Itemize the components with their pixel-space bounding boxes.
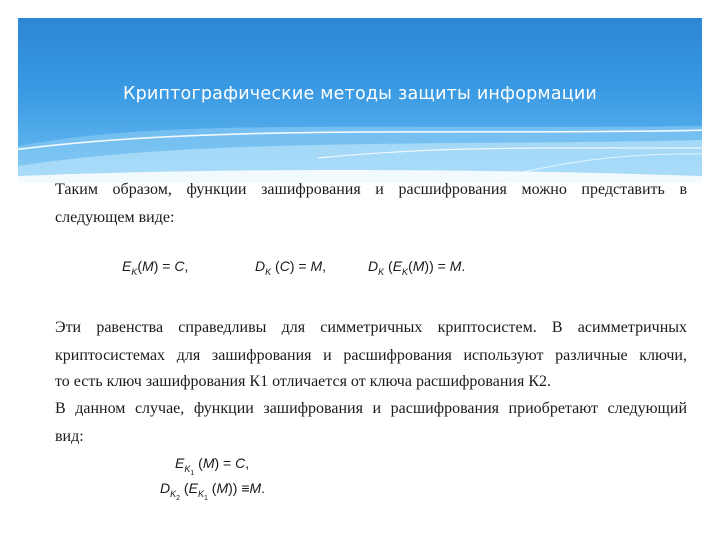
paragraph2-line3: то есть ключ зашифрования К1 отличается от ключа расшифрования К2.	[55, 373, 552, 390]
formula-decrypt: $D_K$ (C) = M,	[255, 258, 327, 277]
page-title: Криптографические методы защиты информации	[123, 84, 597, 104]
paragraph1-line2: следующем виде:	[55, 209, 175, 226]
paragraph2-line1: Эти равенства справедливы для симметричных криптосистем. В асимметричных	[55, 319, 687, 336]
formula-encrypt: $E_K(M) = C$,	[122, 258, 189, 277]
formula-async-decrypt: $D_{K_2}$ ($E_{K_1}$ (M)) ≡M.	[160, 480, 266, 502]
formula-async-encrypt: $E_{K_1}$ (M) = C,	[175, 455, 250, 477]
paragraph2-line2: криптосистемах для зашифрования и расшифрования используют различные ключи,	[55, 347, 687, 364]
paragraph2-line5: вид:	[55, 428, 84, 445]
header-banner	[18, 18, 702, 183]
paragraph2-line4: В данном случае, функции зашифрования и расшифрования приобретают следующий	[55, 400, 687, 417]
formula-identity: $D_K$ $(E_K(M)) = M$.	[368, 258, 466, 277]
paragraph1-line1: Таким образом, функции зашифрования и расшифрования можно представить в	[55, 181, 687, 198]
